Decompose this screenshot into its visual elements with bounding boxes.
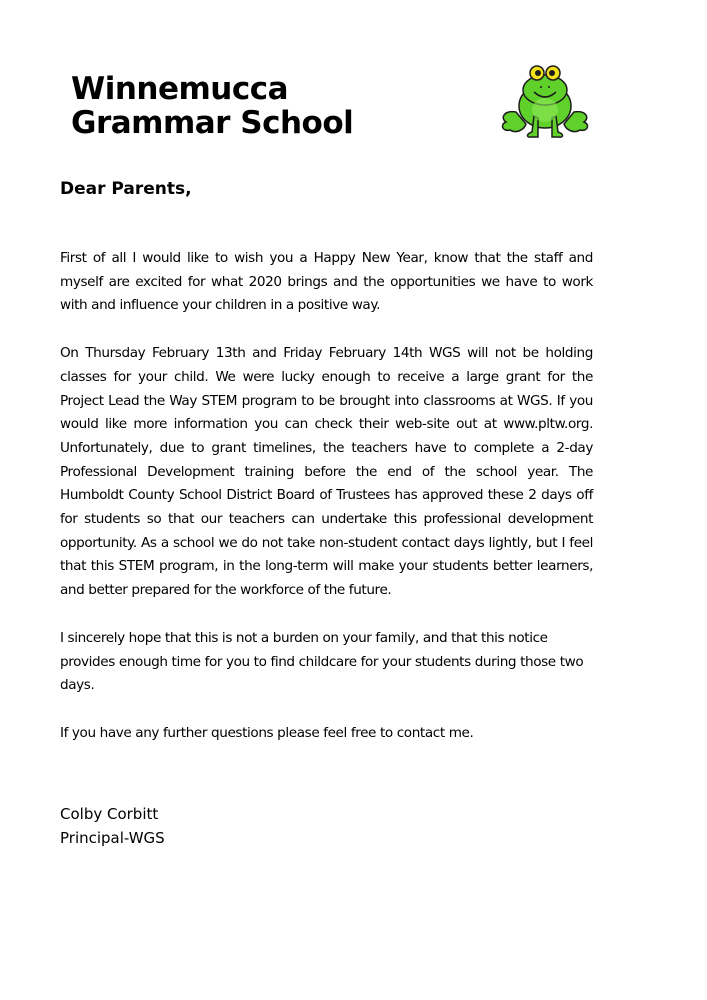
school-name <box>71 72 401 140</box>
school-name-line2: Grammar School <box>71 105 354 141</box>
paragraph-greeting: First of all I would like to wish you a Happy New Year, know that the staff and myself are excited for what 2020 brings and the opportunities we have to work with and influence your children in a positive way. <box>60 250 593 314</box>
letter-body <box>60 247 593 770</box>
signature-name: Colby Corbitt <box>60 805 159 823</box>
signature-title: Principal-WGS <box>60 829 165 847</box>
paragraph-childcare: I sincerely hope that this is not a burden on your family, and that this notice provides enough time for you to find childcare for your students during those two days. <box>60 629 584 694</box>
paragraph-contact: If you have any further questions please feel free to contact me. <box>60 724 474 741</box>
signature-block <box>60 802 165 850</box>
salutation: Dear Parents, <box>60 179 192 199</box>
frog-mascot-icon <box>496 60 594 142</box>
paragraph-closure-notice: On Thursday February 13th and Friday February 14th WGS will not be holding classes for your child. We were lucky enough to receive a large grant for the Project Lead the Way STEM program to be brought into classrooms at WGS. If you would like more information you can check their web-site out at www.pltw.org. Unfortunately, due to grant timelines, the teachers have to complete a 2-day Professional Development training before the end of the school year. The Humboldt County School District Board of Trustees has approved these 2 days off for students so that our teachers can undertake this professional development opportunity. As a school we do not take non-student contact days lightly, but I feel that this STEM program, in the long-term will make your students better learners, and better prepared for the workforce of the future. <box>60 345 593 599</box>
school-name-line1: Winnemucca <box>71 71 289 107</box>
